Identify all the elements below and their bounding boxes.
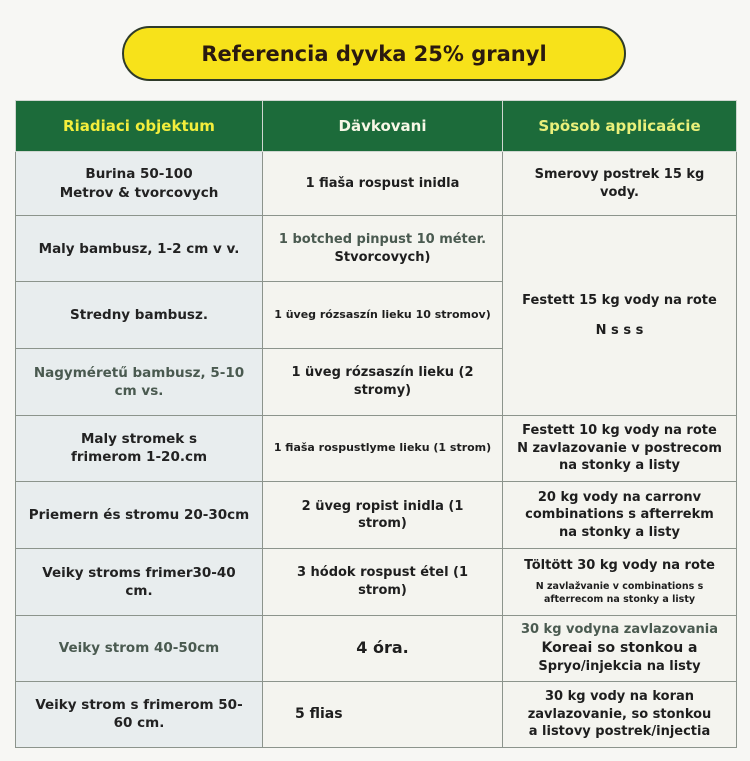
target-cell: Burina 50-100 Metrov & tvorcovych xyxy=(16,152,263,216)
dose-cell: 1 botched pinpust 10 méter. Stvorcovych) xyxy=(263,216,503,282)
target-cell: Veiky strom s frimerom 50- 60 cm. xyxy=(16,681,263,747)
method-cell: Smerovy postrek 15 kg vody. xyxy=(503,152,737,216)
dose-cell: 1 fiaša rospustlyme lieku (1 strom) xyxy=(263,415,503,481)
header-method: Spösob applicaácie xyxy=(503,101,737,152)
table-row xyxy=(16,152,737,216)
target-cell: Stredny bambusz. xyxy=(16,282,263,348)
method-cell: 20 kg vody na carronv combinations s afterrekm na stonky a listy xyxy=(503,482,737,549)
dose-cell: 4 óra. xyxy=(263,615,503,681)
method-cell: Festett 10 kg vody na rote N zavlazovanie v postrecom na stonky a listy xyxy=(503,415,737,481)
target-cell: Maly stromek s frimerom 1-20.cm xyxy=(16,415,263,481)
table-row xyxy=(16,549,737,615)
method-cell: Töltött 30 kg vody na rote N zavlažvanie v combinations s afterrecom na stonky a listy xyxy=(503,549,737,615)
table-row xyxy=(16,482,737,549)
table-row xyxy=(16,415,737,481)
method-cell-merged: Festett 15 kg vody na rote N s s s xyxy=(503,216,737,416)
table-row xyxy=(16,615,737,681)
dose-cell: 1 üveg rózsaszín lieku (2 stromy) xyxy=(263,348,503,415)
target-cell: Priemern és stromu 20-30cm xyxy=(16,482,263,549)
dose-cell: 1 üveg rózsaszín lieku 10 stromov) xyxy=(263,282,503,348)
dose-cell: 3 hódok rospust étel (1 strom) xyxy=(263,549,503,615)
dose-cell: 1 fiaša rospust inidla xyxy=(263,152,503,216)
dose-cell: 2 üveg ropist inidla (1 strom) xyxy=(263,482,503,549)
table-row xyxy=(16,216,737,282)
dosage-table xyxy=(15,100,737,748)
header-dose: Dävkovani xyxy=(263,101,503,152)
page-title: Referencia dyvka 25% granyl xyxy=(122,26,626,81)
header-target: Riadiaci objektum xyxy=(16,101,263,152)
target-cell: Veiky stroms frimer30-40 cm. xyxy=(16,549,263,615)
method-cell: 30 kg vody na koran zavlazovanie, so stonkou a listovy postrek/injectia xyxy=(503,681,737,747)
target-cell: Maly bambusz, 1-2 cm v v. xyxy=(16,216,263,282)
target-cell: Veiky strom 40-50cm xyxy=(16,615,263,681)
table-row xyxy=(16,681,737,747)
dose-cell: 5 flias xyxy=(263,681,503,747)
target-cell: Nagyméretű bambusz, 5-10 cm vs. xyxy=(16,348,263,415)
method-cell: 30 kg vodyna zavlazovania Koreai so stonkou a Spryo/injekcia na listy xyxy=(503,615,737,681)
table-header-row xyxy=(16,101,737,152)
